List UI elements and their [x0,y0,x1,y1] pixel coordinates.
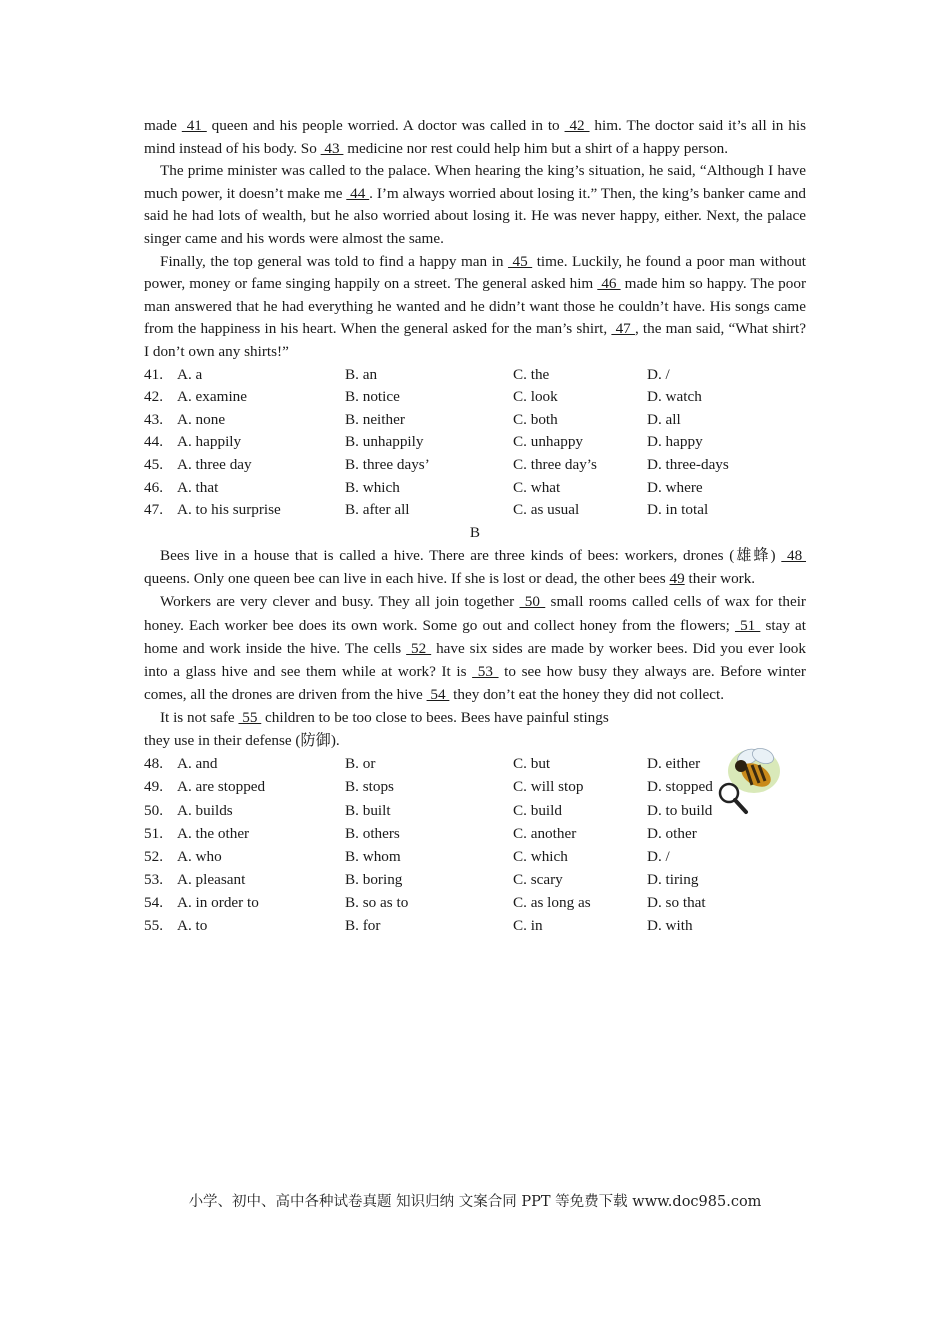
passage-b-paragraph-3-line-2: they use in their defense (防御). [144,732,340,750]
option-d[interactable]: D. either [647,755,701,773]
passage-text: have six sides are made by worker bees. Did you ever look into a glass hive and see them while at work? It is [144,639,806,680]
question-number: 43. [144,410,163,428]
passage-b-paragraph-3-line-1 [144,706,806,729]
question-number: 46. [144,478,163,496]
option-b[interactable]: B. whom [345,847,401,865]
passage-a-paragraph-2 [144,160,806,250]
option-d[interactable]: D. in total [647,501,709,519]
passage-text: made [144,117,182,134]
option-c[interactable]: C. another [513,824,577,842]
option-d[interactable]: D. to build [647,801,713,819]
option-row [144,477,806,500]
passage-text: Finally, the top general was told to find a happy man in [160,252,508,270]
option-b[interactable]: B. boring [345,871,403,889]
option-c[interactable]: C. what [513,478,561,496]
question-number: 55. [144,917,163,935]
question-number: 45. [144,455,163,473]
option-row [144,431,806,454]
option-row [144,386,806,409]
options-a [144,364,806,522]
option-c[interactable]: C. both [513,410,558,428]
option-a[interactable]: A. none [177,410,226,428]
option-d[interactable]: D. / [647,365,670,383]
passage-text: , the man said, “What shirt? I don’t own any shirts!” [144,320,807,360]
answer-blank: 45 [507,252,533,270]
question-number: 52. [144,847,163,865]
passage-text: It is not safe [160,708,239,726]
question-number: 54. [144,894,163,912]
question-number: 50. [144,801,163,819]
option-a[interactable]: A. happily [177,433,242,451]
option-b[interactable]: B. an [345,365,378,383]
option-c[interactable]: C. as long as [513,894,591,912]
question-number: 42. [144,388,163,406]
answer-blank: 43 [320,139,344,157]
answer-blank: 54 [426,685,450,703]
option-c[interactable]: C. three day’s [513,455,597,473]
option-c[interactable]: C. look [513,388,558,406]
option-a[interactable]: A. who [177,847,222,865]
option-d[interactable]: D. with [647,917,693,935]
option-a[interactable]: A. builds [177,801,233,819]
passage-a-paragraph-1 [144,115,806,160]
answer-blank: 46 [597,275,621,293]
passage-text: Bees live in a house that is called a hive. There are three kinds of bees: workers, drones (雄蜂) [160,547,782,565]
option-b[interactable]: B. three days’ [345,455,430,473]
option-b[interactable]: B. for [345,917,381,935]
option-row [144,891,806,914]
option-d[interactable]: D. tiring [647,871,699,889]
option-row [144,868,806,891]
option-b[interactable]: B. which [345,478,400,496]
answer-blank: 50 [519,593,546,611]
answer-blank: 51 [734,616,761,634]
option-b[interactable]: B. after all [345,501,410,519]
option-d[interactable]: D. other [647,824,697,842]
passage-text: Workers are very clever and busy. They all join together [160,593,520,611]
options-b [144,752,806,938]
passage-text: small rooms called cells of wax for their honey. Each worker bee does its own work. Some go out and collect honey from the flowers; [144,593,806,634]
passage-text: medicine nor rest could help him but a shirt of a happy person. [343,139,729,157]
passage-b-paragraph-2 [144,590,806,705]
passage-text: stay at home and work inside the hive. The cells [144,616,806,657]
option-d[interactable]: D. all [647,410,681,428]
answer-blank: 42 [564,117,590,134]
option-c[interactable]: C. which [513,847,568,865]
option-row [144,454,806,477]
passage-text: queen and his people worried. A doctor was called in to [206,117,565,134]
option-a[interactable]: A. three day [177,455,252,473]
passage-text: their work. [684,570,756,588]
option-d[interactable]: D. watch [647,388,702,406]
option-b[interactable]: B. neither [345,410,405,428]
option-b[interactable]: B. or [345,755,376,773]
answer-blank: 41 [181,117,207,134]
passage-text: children to be too close to bees. Bees have painful stings [261,708,609,726]
passage-text: . I’m always worried about losing it.” Then, the king’s banker came and said he had lots of wealth, but he also worried about losing it. He was never happy, either. Next, the palace singer came and his words were almost the same. [144,184,807,247]
answer-blank: 49 [669,570,685,588]
answer-blank: 53 [472,662,499,680]
option-d[interactable]: D. happy [647,433,703,451]
bee-with-magnifier-icon [710,743,784,819]
option-row [144,499,806,522]
option-row [144,799,806,822]
option-c[interactable]: C. in [513,917,543,935]
option-d[interactable]: D. so that [647,894,706,912]
option-row [144,752,806,775]
option-c[interactable]: C. scary [513,871,563,889]
option-b[interactable]: B. so as to [345,894,409,912]
passage-a-paragraph-3 [144,251,806,364]
option-b[interactable]: B. stops [345,778,394,796]
option-a[interactable]: A. the other [177,824,250,842]
passage-text: to see how busy they always are. Before winter comes, all the drones are driven from the hive [144,662,806,703]
answer-blank: 55 [238,708,262,726]
option-row [144,845,806,868]
question-number: 49. [144,778,163,796]
option-b[interactable]: B. others [345,824,400,842]
option-row [144,822,806,845]
option-a[interactable]: A. examine [177,388,248,406]
option-d[interactable]: D. three-days [647,455,729,473]
option-c[interactable]: C. will stop [513,778,584,796]
question-number: 41. [144,365,163,383]
option-c[interactable]: C. as usual [513,501,580,519]
passage-text: The prime minister was called to the palace. When hearing the king’s situation, he said, “Although I have much power, it doesn’t make me [144,162,806,202]
option-row [144,914,806,937]
passage-text: time. Luckily, he found a poor man without power, money or fame singing happily on a street. The general asked him [144,252,807,293]
passage-b-paragraph-1 [144,544,806,590]
passage-text: queens. Only one queen bee can live in each hive. If she is lost or dead, the other bees [144,570,670,588]
question-number: 51. [144,824,163,842]
footer-text: 小学、初中、高中各种试卷真题 知识归纳 文案合同 PPT 等免费下载 www.doc985.com [188,1194,762,1210]
question-number: 44. [144,433,163,451]
answer-blank: 47 [611,320,635,338]
answer-blank: 52 [406,639,432,657]
option-b[interactable]: B. built [345,801,391,819]
question-number: 53. [144,871,163,889]
option-b[interactable]: B. notice [345,388,400,406]
answer-blank: 44 [346,184,370,202]
option-a[interactable]: A. are stopped [177,778,266,796]
passage-text: made him so happy. The poor man answered that he had everything he wanted and he didn’t want those he couldn’t have. His songs came from the happiness in his heart. When the general asked for the man’s shirt, [144,275,807,338]
option-row [144,364,806,387]
section-b-title: B [469,523,481,541]
question-number: 47. [144,501,163,519]
option-c[interactable]: C. the [513,365,550,383]
option-b[interactable]: B. unhappily [345,433,424,451]
option-c[interactable]: C. build [513,801,562,819]
option-c[interactable]: C. unhappy [513,433,584,451]
question-number: 48. [144,755,163,773]
option-a[interactable]: A. a [177,365,203,383]
option-c[interactable]: C. but [513,755,551,773]
option-row [144,409,806,432]
option-d[interactable]: D. where [647,478,703,496]
option-a[interactable]: A. pleasant [177,871,246,889]
option-d[interactable]: D. stopped [647,778,713,796]
option-d[interactable]: D. / [647,847,670,865]
answer-blank: 48 [781,547,807,565]
option-a[interactable]: A. and [177,755,218,773]
passage-text: him. The doctor said it’s all in his mind instead of his body. So [144,117,807,157]
option-row [144,775,806,798]
passage-text: they don’t eat the honey they did not collect. [449,685,725,703]
option-a[interactable]: A. in order to [177,894,259,912]
option-a[interactable]: A. that [177,478,219,496]
option-a[interactable]: A. to [177,917,208,935]
option-a[interactable]: A. to his surprise [177,501,281,519]
exam-page [144,115,806,938]
